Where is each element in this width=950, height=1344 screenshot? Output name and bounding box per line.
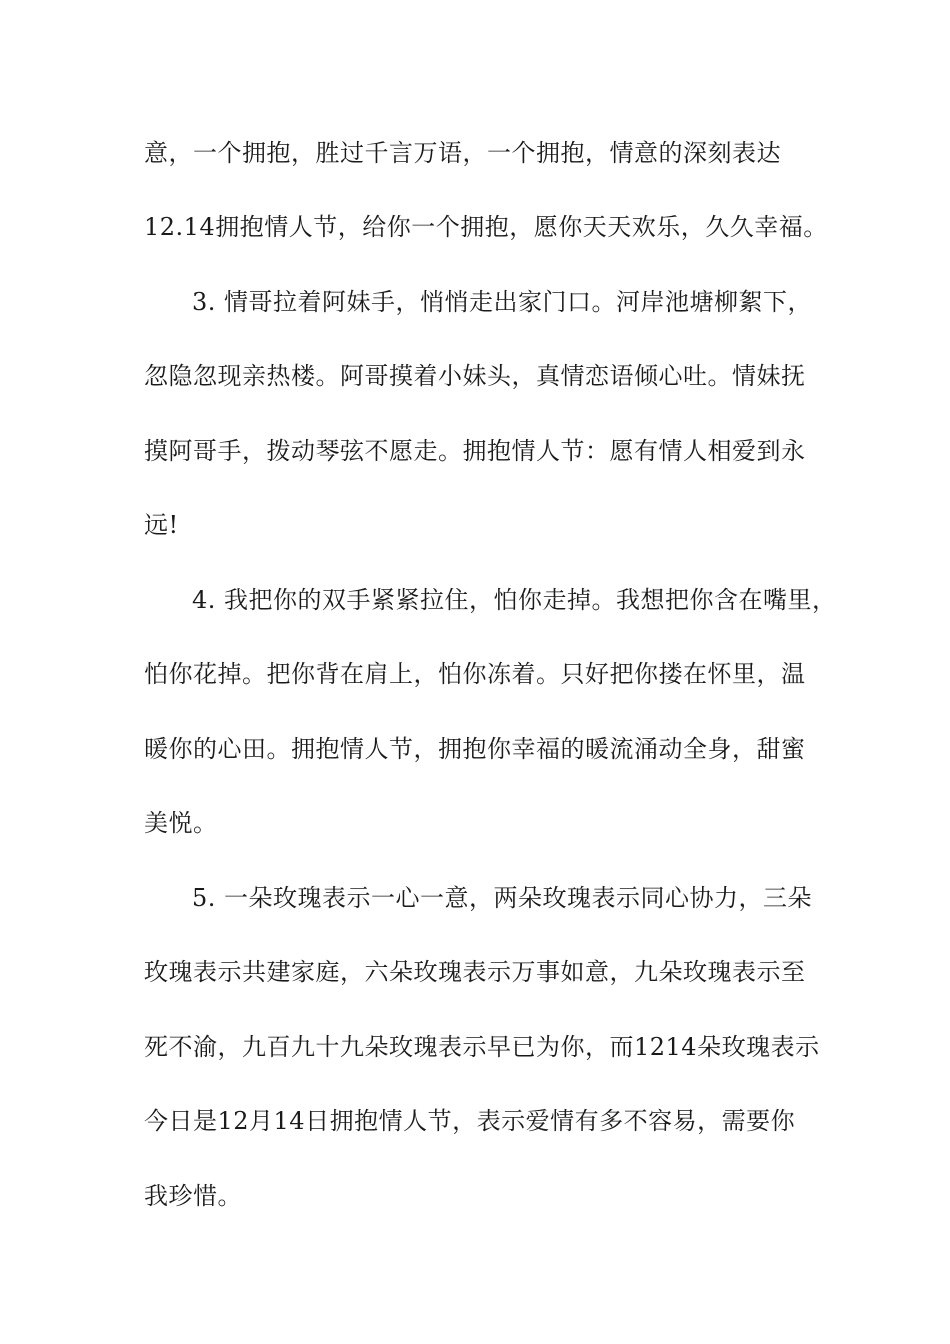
paragraph-4-start: 4. 我把你的双手紧紧拉住，怕你走掉。我想把你含在嘴里， <box>192 586 837 614</box>
paragraph-3-start: 3. 情哥拉着阿妹手，悄悄走出家门口。河岸池塘柳絮下， <box>192 288 813 316</box>
text-line: 我珍惜。 <box>144 1182 242 1210</box>
text-line: 暖你的心田。拥抱情人节，拥抱你幸福的暖流涌动全身，甜蜜 <box>144 735 806 763</box>
text-line: 今日是12月14日拥抱情人节，表示爱情有多不容易，需要你 <box>144 1107 796 1135</box>
text-line: 死不渝，九百九十九朵玫瑰表示早已为你，而1214朵玫瑰表示 <box>144 1033 820 1061</box>
text-line: 玫瑰表示共建家庭，六朵玫瑰表示万事如意，九朵玫瑰表示至 <box>144 958 806 986</box>
text-line: 怕你花掉。把你背在肩上，怕你冻着。只好把你搂在怀里，温 <box>144 660 806 688</box>
text-line: 忽隐忽现亲热楼。阿哥摸着小妹头，真情恋语倾心吐。情妹抚 <box>144 362 806 390</box>
text-line: 美悦。 <box>144 809 218 837</box>
paragraph-5-start: 5. 一朵玫瑰表示一心一意，两朵玫瑰表示同心协力，三朵 <box>192 884 813 912</box>
text-line: 远! <box>144 511 179 539</box>
text-line: 12.14拥抱情人节，给你一个拥抱，愿你天天欢乐，久久幸福。 <box>144 213 828 241</box>
text-line: 意，一个拥抱，胜过千言万语，一个拥抱，情意的深刻表达 <box>144 139 781 167</box>
text-line: 摸阿哥手，拨动琴弦不愿走。拥抱情人节：愿有情人相爱到永 <box>144 437 806 465</box>
